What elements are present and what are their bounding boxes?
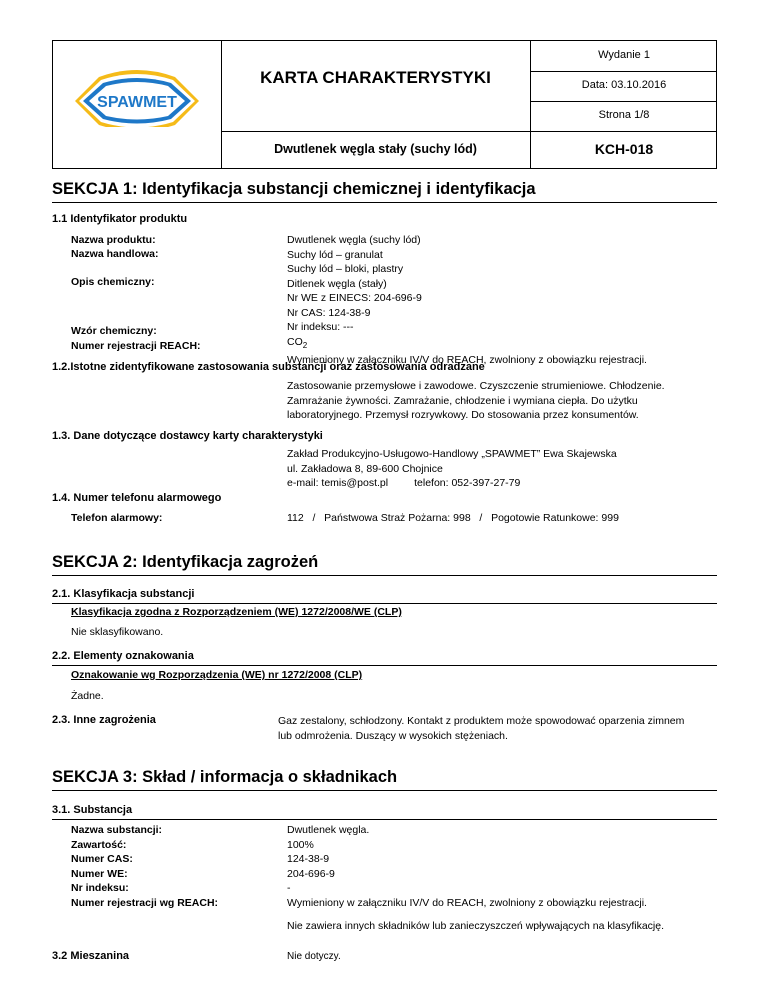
product-identifier-values bbox=[287, 233, 647, 368]
supplier-email[interactable]: e-mail: temis@post.pl bbox=[287, 477, 389, 489]
company-logo bbox=[67, 65, 207, 127]
value-line: Nr indeksu: --- bbox=[287, 321, 354, 333]
subsection-1-1: 1.1 Identyfikator produktu bbox=[52, 213, 188, 225]
section-1-title: SEKCJA 1: Identyfikacja substancji chemicznej i identyfikacja bbox=[52, 180, 717, 203]
value-line: Nr WE z EINECS: 204-696-9 bbox=[287, 292, 422, 304]
label-product-name: Nazwa produktu: bbox=[71, 234, 156, 246]
logo-text: SPAWMET bbox=[97, 94, 177, 111]
subsection-3-1: 3.1. Substancja bbox=[52, 804, 133, 816]
subsection-1-3: 1.3. Dane dotyczące dostawcy karty charakterystyki bbox=[52, 430, 323, 442]
value-line: Suchy lód – granulat bbox=[287, 248, 383, 261]
value-line: Dwutlenek węgla (suchy lód) bbox=[287, 234, 421, 246]
subsection-2-2: 2.2. Elementy oznakowania bbox=[52, 650, 194, 662]
substance-labels: Nazwa substancji: Zawartość: Numer CAS: Numer WE: Nr indeksu: Numer rejestracji wg REACH: bbox=[71, 824, 219, 909]
label-emergency-phone: Telefon alarmowy: bbox=[71, 512, 163, 524]
document-header bbox=[52, 40, 717, 169]
emergency-phone-numbers: 112 / Państwowa Straż Pożarna: 998 / Pogotowie Ratunkowe: 999 bbox=[287, 512, 619, 524]
substance-values: Dwutlenek węgla. 100% 124-38-9 204-696-9 - Wymieniony w załączniku IV/V do REACH, zwolniony z obowiązku rejestracji. bbox=[287, 824, 647, 909]
value-line: Suchy lód – bloki, plastry bbox=[287, 263, 404, 275]
clp-labelling-heading: Oznakowanie wg Rozporządzenia (WE) nr 1272/2008 (CLP) bbox=[71, 669, 363, 681]
supplier-details: Zakład Produkcyjno-Usługowo-Handlowy „SPAWMET” Ewa Skajewska ul. Zakładowa 8, 89-600 Chojnice e-mail: temis@post.pl telefon: 052-397-27-79 bbox=[287, 448, 617, 489]
document-code: KCH-018 bbox=[594, 141, 654, 157]
page-number: Strona 1/8 bbox=[598, 109, 650, 121]
composition-note: Nie zawiera innych składników lub zanieczyszczeń wpływających na klasyfikację. bbox=[287, 920, 664, 932]
labelling-value: Żadne. bbox=[71, 690, 104, 702]
product-name: Dwutlenek węgla stały (suchy lód) bbox=[274, 142, 477, 156]
supplier-phone: telefon: 052-397-27-79 bbox=[414, 477, 521, 489]
subsection-2-1: 2.1. Klasyfikacja substancji bbox=[52, 588, 195, 600]
issue-date: Data: 03.10.2016 bbox=[581, 79, 667, 91]
section-2-title: SEKCJA 2: Identyfikacja zagrożeń bbox=[52, 553, 717, 576]
subsection-3-2: 3.2 Mieszanina bbox=[52, 950, 130, 962]
edition: Wydanie 1 bbox=[598, 49, 650, 61]
value-line: Ditlenek węgla (stały) bbox=[287, 277, 387, 290]
subsection-2-3: 2.3. Inne zagrożenia bbox=[52, 714, 156, 726]
label-chemical-description: Opis chemiczny: bbox=[71, 276, 155, 288]
chemical-formula: $CO_2$ bbox=[287, 335, 308, 350]
value-line: Nr CAS: 124-38-9 bbox=[287, 306, 371, 319]
document-title: KARTA CHARAKTERYSTYKI bbox=[260, 68, 491, 87]
classification-value: Nie sklasyfikowano. bbox=[71, 626, 164, 638]
subsection-1-4: 1.4. Numer telefonu alarmowego bbox=[52, 492, 222, 504]
reach-status: Wymieniony w załączniku IV/V do REACH, zwolniony z obowiązku rejestracji. bbox=[287, 354, 647, 367]
mixture-value: Nie dotyczy. bbox=[287, 951, 341, 962]
label-reach-number: Numer rejestracji REACH: bbox=[71, 340, 201, 352]
section-3-title: SEKCJA 3: Skład / informacja o składnikach bbox=[52, 768, 717, 791]
identified-uses: Zastosowanie przemysłowe i zawodowe. Czyszczenie strumieniowe. Chłodzenie. Zamrażanie żywności. Zamrażanie, chłodzenie i wymiana ciepła. Do użytku laboratoryjnego. Przemysł rozrywkowy. Do stosowania przez konsumentów. bbox=[287, 380, 665, 421]
label-chemical-formula: Wzór chemiczny: bbox=[71, 325, 157, 337]
clp-classification-heading: Klasyfikacja zgodna z Rozporządzeniem (WE) 1272/2008/WE (CLP) bbox=[71, 606, 402, 618]
label-trade-name: Nazwa handlowa: bbox=[71, 248, 159, 260]
subsection-1-2: 1.2.Istotne zidentyfikowane zastosowania substancji oraz zastosowania odradzane bbox=[52, 361, 485, 373]
other-hazards: Gaz zestalony, schłodzony. Kontakt z produktem może spowodować oparzenia zimnem lub odmrożenia. Duszący w wysokich stężeniach. bbox=[278, 715, 685, 742]
